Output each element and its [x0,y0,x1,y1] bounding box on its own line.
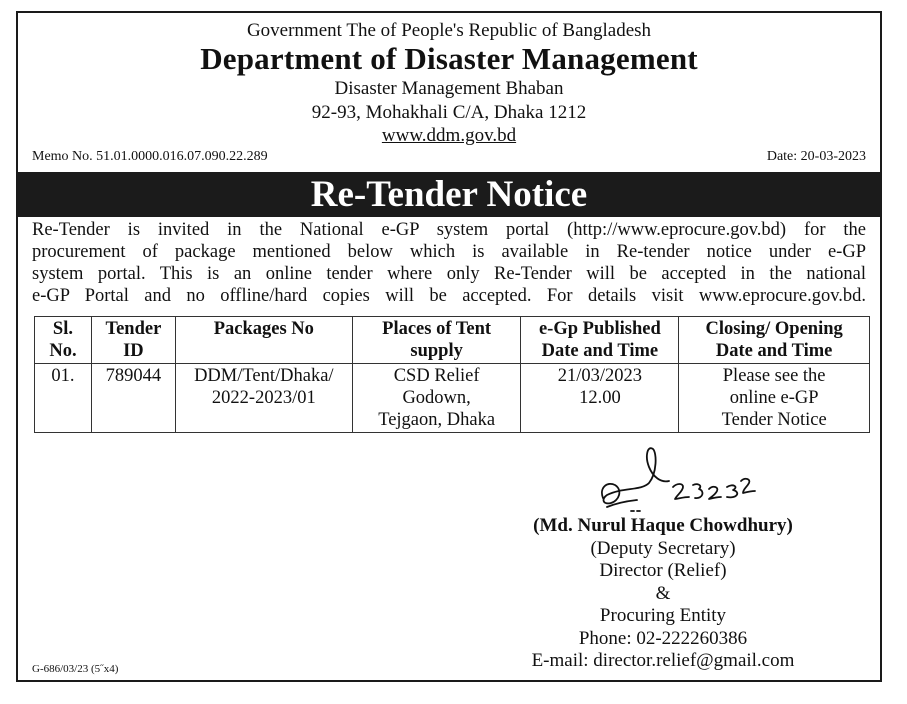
intro-line: Re-Tender is invited in the National e-GP system portal (http://www.eprocure.gov.bd) for the [32,220,866,240]
intro-line: procurement of package mentioned below which is available in Re-tender notice under e-GP [32,242,866,262]
website-line [18,125,880,147]
department-title: Department of Disaster Management [200,41,698,76]
header-places: Places of Tent supply [352,317,521,364]
cell-package: DDM/Tent/Dhaka/ 2022-2023/01 [175,364,352,433]
header-sl-no: Sl. No. [35,317,92,364]
cell-published: 21/03/2023 12.00 [521,364,679,433]
title-banner [18,172,880,217]
notice-date: Date: 20-03-2023 [766,149,866,164]
header-closing: Closing/ Opening Date and Time [679,317,870,364]
memo-number: Memo No. 51.01.0000.016.07.090.22.289 [32,149,268,164]
intro-paragraph [32,219,866,307]
address-line: 92-93, Mohakhali C/A, Dhaka 1212 [311,102,587,123]
cell-sl: 01. [35,364,92,433]
government-line: Government The of People's Republic of Bangladesh [246,20,652,41]
signatory-role: Director (Relief) [599,560,727,581]
website-link[interactable]: www.ddm.gov.bd [381,125,517,146]
cell-tender-id: 789044 [91,364,175,433]
signatory-name: (Md. Nurul Haque Chowdhury) [533,515,793,536]
header-packages-no: Packages No [175,317,352,364]
notice-frame [16,11,882,682]
signature-block [493,515,833,673]
cell-closing: Please see the online e-GP Tender Notice [679,364,870,433]
header-published: e-Gp Published Date and Time [521,317,679,364]
procuring-entity: Procuring Entity [599,605,727,626]
building-line: Disaster Management Bhaban [334,78,564,99]
phone-number: Phone: 02-222260386 [578,627,748,649]
header-tender-id: Tender ID [91,317,175,364]
print-code: G-686/03/23 (5˝x4) [32,663,119,675]
email-address[interactable]: E-mail: director.relief@gmail.com [531,650,795,671]
table-header-row [35,317,870,364]
ampersand: & [655,582,671,604]
intro-line: e-GP Portal and no offline/hard copies will be accepted. For details visit www.eprocure.gov.bd. [32,286,866,306]
handwritten-signature [593,443,763,518]
intro-line: system portal. This is an online tender where only Re-Tender will be accepted in the national [32,264,866,284]
table-row [35,364,870,433]
signatory-designation: (Deputy Secretary) [590,537,736,559]
cell-place: CSD Relief Godown, Tejgaon, Dhaka [352,364,521,433]
tender-table [34,316,870,433]
notice-title: Re-Tender Notice [310,174,588,215]
